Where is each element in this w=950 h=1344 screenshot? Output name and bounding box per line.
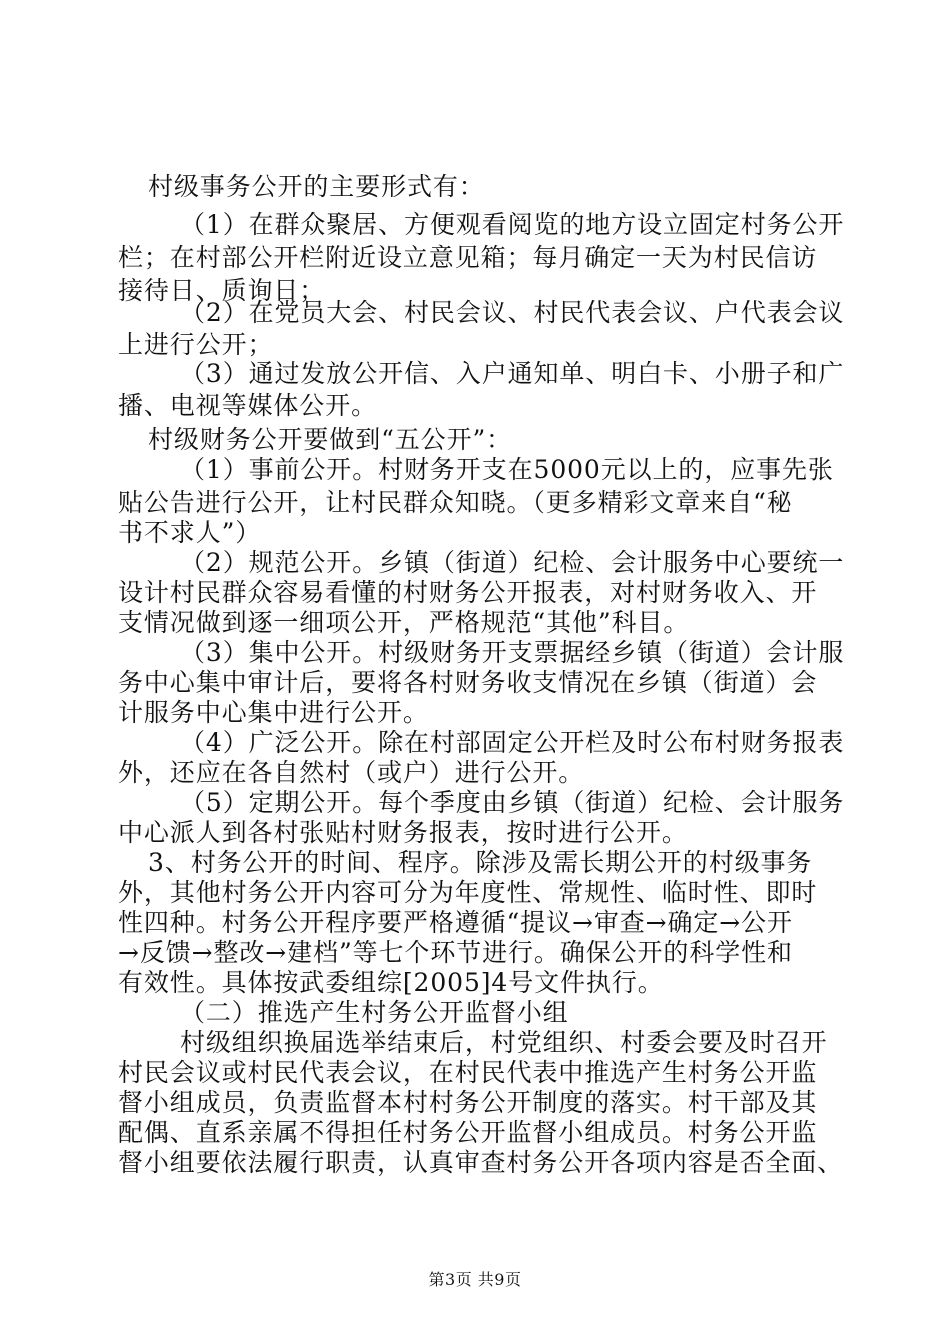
text-line: （2）规范公开。乡镇（街道）纪检、会计服务中心要统一 <box>180 548 845 577</box>
text-line: 督小组要依法履行职责，认真审查村务公开各项内容是否全面、 <box>118 1148 844 1177</box>
text-line: 外，还应在各自然村（或户）进行公开。 <box>118 758 585 787</box>
text-line: 3、村务公开的时间、程序。除涉及需长期公开的村级事务 <box>148 848 813 877</box>
text-line: 外，其他村务公开内容可分为年度性、常规性、临时性、即时 <box>118 878 818 907</box>
text-line: 支情况做到逐一细项公开，严格规范“其他”科目。 <box>118 608 690 637</box>
text-line: （1）在群众聚居、方便观看阅览的地方设立固定村务公开 <box>180 210 845 239</box>
text-line: 栏；在村部公开栏附近设立意见箱；每月确定一天为村民信访 <box>118 243 818 272</box>
text-line: 播、电视等媒体公开。 <box>118 391 378 420</box>
text-line: →反馈→整改→建档”等七个环节进行。确保公开的科学性和 <box>118 938 793 967</box>
text-line: 性四种。村务公开程序要严格遵循“提议→审查→确定→公开 <box>118 908 793 937</box>
text-line: 有效性。具体按武委组综[2005]4号文件执行。 <box>118 968 664 997</box>
text-line: 村级组织换届选举结束后，村党组织、村委会要及时召开 <box>180 1028 828 1057</box>
text-line: 接待日、质询日； <box>118 276 326 305</box>
text-line: 中心派人到各村张贴村财务报表，按时进行公开。 <box>118 818 688 847</box>
section-heading: （二）推选产生村务公开监督小组 <box>180 998 569 1027</box>
text-line: （5）定期公开。每个季度由乡镇（街道）纪检、会计服务 <box>180 788 845 817</box>
text-line: 村民会议或村民代表会议，在村民代表中推选产生村务公开监 <box>118 1058 818 1087</box>
text-line: （4）广泛公开。除在村部固定公开栏及时公布村财务报表 <box>180 728 845 757</box>
text-line: 贴公告进行公开，让村民群众知晓。（更多精彩文章来自“秘 <box>118 488 793 517</box>
text-line: 督小组成员，负责监督本村村务公开制度的落实。村干部及其 <box>118 1088 818 1117</box>
text-line: 书不求人”） <box>118 518 262 547</box>
text-line: 村级事务公开的主要形式有： <box>148 172 485 201</box>
text-line: （3）通过发放公开信、入户通知单、明白卡、小册子和广 <box>180 359 845 388</box>
text-line: （3）集中公开。村级财务开支票据经乡镇（街道）会计服 <box>180 638 845 667</box>
text-line: 计服务中心集中进行公开。 <box>118 698 429 727</box>
text-line: （1）事前公开。村财务开支在5000元以上的，应事先张 <box>180 455 834 484</box>
text-line: 设计村民群众容易看懂的村财务公开报表，对村财务收入、开 <box>118 578 818 607</box>
text-line: 配偶、直系亲属不得担任村务公开监督小组成员。村务公开监 <box>118 1118 818 1147</box>
text-line: 务中心集中审计后，要将各村财务收支情况在乡镇（街道）会 <box>118 668 818 697</box>
text-line: （2）在党员大会、村民会议、村民代表会议、户代表会议 <box>180 298 845 327</box>
page-number-footer: 第3页 共9页 <box>428 1270 522 1289</box>
text-line: 村级财务公开要做到“五公开”： <box>148 425 513 454</box>
text-line: 上进行公开； <box>118 330 274 359</box>
